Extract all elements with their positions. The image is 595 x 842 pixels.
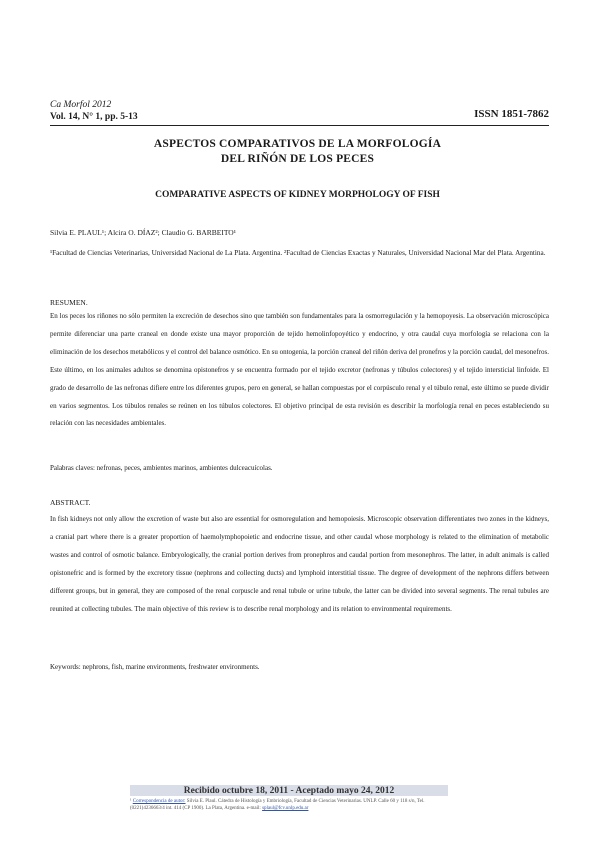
abstract-keywords (50, 662, 549, 672)
title-line-1: ASPECTOS COMPARATIVOS DE LA MORFOLOGÍA (153, 138, 442, 150)
resumen-keywords-label: Palabras claves: (50, 464, 95, 472)
resumen-heading: RESUMEN. (50, 298, 88, 307)
abstract-heading: ABSTRACT. (50, 498, 91, 507)
received-dates: Recibido octubre 18, 2011 - Aceptado mayo 24, 2012 (183, 786, 395, 796)
correspondence-footnote (130, 798, 448, 812)
abstract-body: In fish kidneys not only allow the excretion of waste but also are essential for osmoregulation and hemopoiesis. Microscopic observation differentiates two zones in the kidneys, a cranial part where there is a greater proportion of haemolymphopoietic and endocrine tissue, and other caudal whose morphology is related to the elimination of metabolic wastes and control of osmotic balance. Embryologically, the cranial portion derives from pronephros and caudal portion from mesonephros. The latter, in adult animals is called opistonefric and is formed by the excretory tissue (nephrons and collecting ducts) and lymphoid interstitial tissue. The degree of development of the nephrons differs between different groups, but in general, they are composed of the renal corpuscle and renal tubule or urine tubule, the latter can be divided into several segments. The renal tubules are reunited at collecting tubules. The main objective of this review is to describe renal morphology and its relation to environmental requirements. (50, 515, 549, 613)
issn-label: ISSN 1851-7862 (474, 108, 549, 120)
title-line-2: DEL RIÑÓN DE LOS PECES (220, 153, 375, 165)
abstract-keywords-label: Keywords: (50, 663, 81, 671)
affiliations: ¹Facultad de Ciencias Veterinarias, Universidad Nacional de La Plata. Argentina. ²Facultad de Ciencias Exactas y Naturales, Universidad Nacional Mar del Plata. Argentina. (50, 249, 546, 257)
english-title: COMPARATIVE ASPECTS OF KIDNEY MORPHOLOGY OF FISH (155, 190, 440, 200)
correspondence-link[interactable]: Correspondencia de autor: (132, 799, 186, 804)
footnote-text: Silvia E. Plaul. Cátedra de Histología y Embriología, Facultad de Ciencias Veterinarias. UNLP. Calle 60 y 118 s/n, Tel. (0221)4236663/4 int. 414 (CP 1900). La Plata, Argentina. e-mail: (130, 799, 425, 811)
journal-volume: Vol. 14, N° 1, pp. 5-13 (50, 112, 138, 122)
header-rule (50, 125, 549, 126)
article-title (0, 137, 595, 167)
abstract-keywords-text: nephrons, fish, marine environments, freshwater environments. (82, 663, 260, 671)
journal-name: Ca Morfol 2012 (50, 100, 112, 110)
resumen-keywords-text: nefronas, peces, ambientes marinos, ambientes dulceacuícolas. (96, 464, 273, 472)
resumen-body: En los peces los riñones no sólo permiten la excreción de desechos sino que también son fundamentales para la osmorregulación y la hemopoyesis. La observación microscópica permite diferenciar una parte craneal en donde existe una mayor proporción de tejido hemolinfopoyético y endocrino, y otra caudal cuya morfología se relaciona con la eliminación de los desechos metabólicos y el control del balance osmótico. En su ontogenia, la porción craneal del riñón deriva del pronefros y la porción caudal, del mesonefros. Este último, en los animales adultos se denomina opistonefros y se encuentra formado por el tejido excretor (nefronas y túbulos colectores) y el tejido intersticial linfoide. El grado de desarrollo de las nefronas difiere entre los diferentes grupos, pero en general, se hallan compuestas por el corpúsculo renal y el túbulo renal, este último se puede dividir en varios segmentos. Los túbulos renales se reúnen en los túbulos colectores. El objetivo principal de esta revisión es describir la morfología renal en peces estableciendo su relación con las necesidades ambientales. (50, 312, 549, 428)
resumen-keywords (50, 463, 549, 473)
footnote-marker: ¹ (130, 799, 133, 804)
email-link[interactable]: splaul@fcv.unlp.edu.ar (262, 806, 309, 811)
author-list: Silvia E. PLAUL¹; Alcira O. DÍAZ²; Claudio G. BARBEITO¹ (50, 228, 236, 237)
